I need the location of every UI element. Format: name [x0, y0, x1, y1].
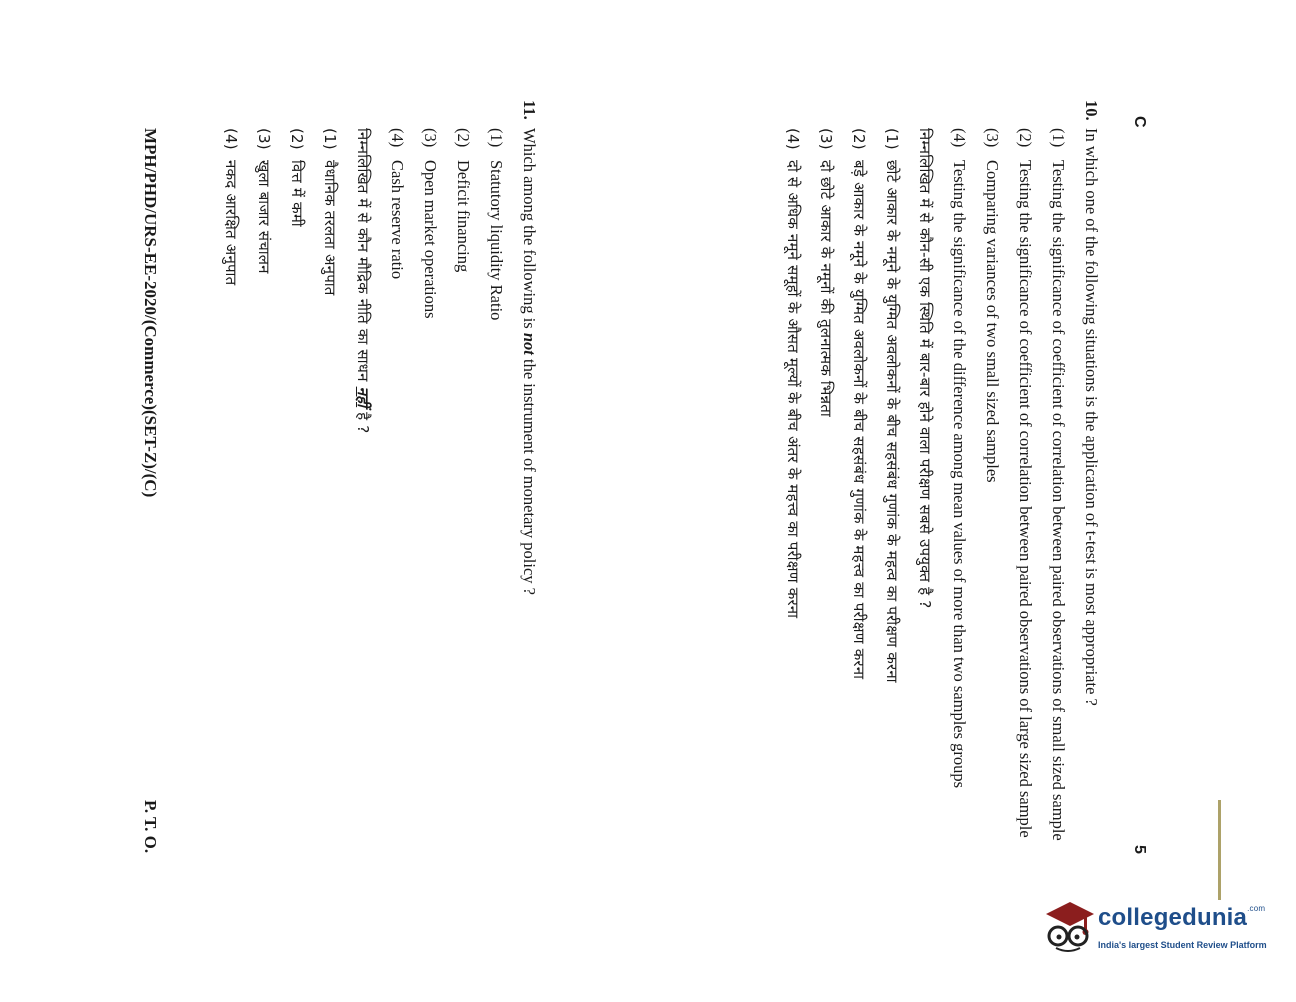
option-text: Testing the significance of coefficient of correlation between paired observations of small sized sample — [1049, 160, 1068, 841]
question-11 — [218, 100, 542, 860]
scan-artifact-line — [1218, 800, 1221, 900]
option-hindi: (2) बड़े आकार के नमूने के युग्मित अवलोकनों के बीच सहसंबंध गुणांक के महत्त्व का परीक्षण करना — [850, 128, 868, 680]
question-10 — [780, 100, 1104, 860]
option-text: Testing the significance of the difference among mean values of more than two samples groups — [950, 160, 969, 789]
option-text: बड़े आकार के नमूने के युग्मित अवलोकनों के बीच सहसंबंध गुणांक के महत्त्व का परीक्षण करना — [850, 160, 868, 680]
option-hindi: (1) वैधानिक तरलता अनुपात — [321, 128, 339, 296]
option: (2) Deficit financing — [454, 128, 473, 273]
exam-code: MPH/PHD/URS-EE-2020/(Commerce)(SET-Z)/(C) — [141, 128, 160, 498]
option: (2) Testing the significance of coefficient of correlation between paired observations of large sized sample — [1016, 128, 1035, 838]
question-number: 10. — [1082, 100, 1101, 121]
question-text: In which one of the following situations is the application of t-test is most appropriate ? — [1082, 128, 1101, 706]
option-hindi: (3) दो छोटे आकार के नमूनों की तुलनात्मक भिन्नता — [817, 128, 835, 417]
pto-label: P. T. O. — [141, 800, 160, 854]
option-hindi: (1) छोटे आकार के नमूने के युग्मित अवलोकनों के बीच सहसंबंध गुणांक के महत्व का परीक्षण करना — [883, 128, 901, 683]
graduation-cap-icon — [1040, 896, 1096, 956]
page-number: 5 — [1131, 845, 1148, 854]
option-text: Deficit financing — [454, 160, 473, 273]
option: (3) Open market operations — [421, 128, 440, 319]
exam-page — [138, 100, 1148, 870]
option-text: दो से अधिक नमूने समूहों के औसत मूल्यों के बीच अंतर के महत्त्व का परीक्षण करना — [784, 160, 802, 619]
option-text: दो छोटे आकार के नमूनों की तुलनात्मक भिन्नता — [817, 160, 835, 417]
question-text-hindi: निम्नलिखित में से कौन मौद्रिक नीति का साधन नहीं है ? — [354, 128, 372, 434]
question-number: 11. — [520, 100, 539, 120]
option-text: Statutory liquidity Ratio — [487, 160, 506, 321]
option: (1) Statutory liquidity Ratio — [487, 128, 506, 321]
option-text: छोटे आकार के नमूने के युग्मित अवलोकनों के बीच सहसंबंध गुणांक के महत्व का परीक्षण करना — [883, 160, 901, 683]
option-hindi: (2) वित्त में कमी — [288, 128, 306, 227]
question-text: Which among the following is not the instrument of monetary policy ? — [520, 128, 539, 595]
option: (1) Testing the significance of coefficient of correlation between paired observations of small sized sample — [1049, 128, 1068, 841]
collegedunia-logo[interactable] — [1040, 896, 1276, 964]
brand-tagline: India's largest Student Review Platform — [1098, 940, 1267, 950]
option-text: खुला बाजार संचालन — [255, 160, 273, 274]
option-hindi: (3) खुला बाजार संचालन — [255, 128, 273, 274]
brand-name: collegedunia$^{.com}$ — [1098, 904, 1266, 931]
option-hindi: (4) दो से अधिक नमूने समूहों के औसत मूल्यों के बीच अंतर के महत्त्व का परीक्षण करना — [784, 128, 802, 619]
option-text: Cash reserve ratio — [388, 160, 407, 280]
option: (4) Cash reserve ratio — [388, 128, 407, 280]
option-text: वित्त में कमी — [288, 160, 306, 227]
option-text: Comparing variances of two small sized samples — [983, 160, 1002, 483]
option-text: नकद आरक्षित अनुपात — [222, 160, 240, 286]
option-text: Testing the significance of coefficient of correlation between paired observations of large sized sample — [1016, 160, 1035, 838]
question-text-hindi: निम्नलिखित में से कौन-सी एक स्थिति में बार-बार होने वाला परीक्षण सबसे उपयुक्त है ? — [916, 128, 934, 609]
option-hindi: (4) नकद आरक्षित अनुपात — [222, 128, 240, 286]
option-text: Open market operations — [421, 160, 440, 319]
page-set-letter: C — [1131, 116, 1148, 128]
option: (4) Testing the significance of the difference among mean values of more than two samples groups — [950, 128, 969, 789]
option: (3) Comparing variances of two small sized samples — [983, 128, 1002, 483]
option-text: वैधानिक तरलता अनुपात — [321, 160, 339, 296]
